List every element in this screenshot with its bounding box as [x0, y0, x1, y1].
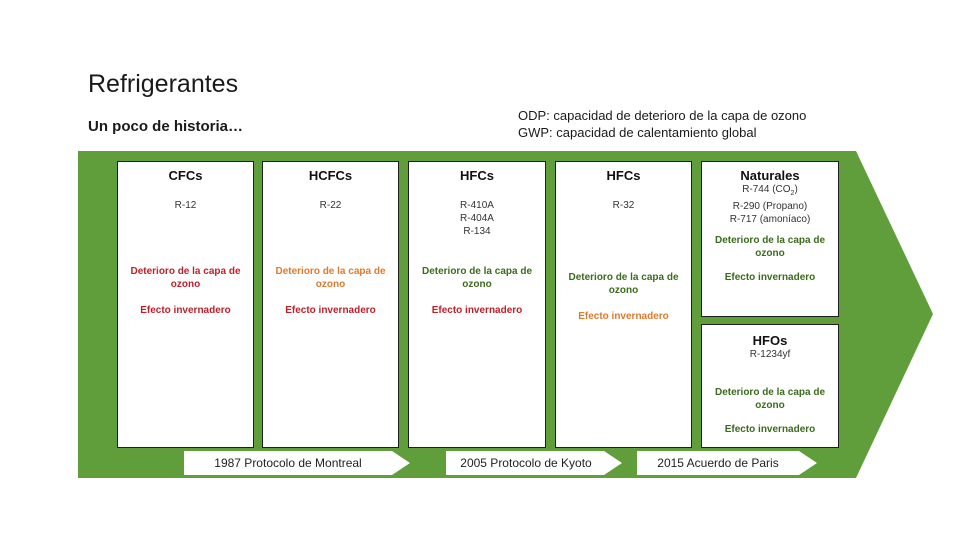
refrigerant-code: R-410A: [460, 200, 494, 211]
timeline-kyoto: [446, 451, 622, 475]
refrigerant-code: R-744 $(CO_2)$: [742, 184, 798, 197]
effect-greenhouse: Efecto invernadero: [140, 305, 231, 316]
refrigerant-codes: [702, 348, 838, 361]
page-subtitle: Un poco de historia…: [88, 118, 244, 135]
effect-ozone: Deterioro de la capa de ozono: [421, 266, 533, 290]
box-title: HCFCs: [308, 168, 353, 183]
refrigerant-codes: [556, 199, 691, 212]
box-hfcs-2: [555, 161, 692, 448]
timeline-montreal: [184, 451, 410, 475]
effect-greenhouse: Efecto invernadero: [724, 424, 816, 435]
box-title: HFOs: [752, 333, 788, 348]
box-title: HFCs: [606, 168, 641, 183]
box-hfos: [701, 324, 839, 448]
effect-greenhouse: Efecto invernadero: [578, 311, 669, 322]
box-title: HFCs: [460, 168, 494, 183]
legend-gwp: GWP: capacidad de calentamiento global: [518, 125, 757, 140]
effect-ozone: Deterioro de la capa de ozono: [568, 272, 679, 296]
box-hcfcs: [262, 161, 399, 448]
refrigerant-codes: [118, 199, 253, 212]
refrigerant-code: R-1234yf: [749, 349, 791, 360]
refrigerant-code: R-290 (Propano): [732, 201, 808, 212]
timeline-paris: [637, 451, 817, 475]
box-hfcs-1: [408, 161, 546, 448]
effect-ozone: Deterioro de la capa de ozono: [714, 387, 826, 411]
timeline-label: 1987 Protocolo de Montreal: [214, 456, 362, 470]
refrigerant-codes: [263, 199, 398, 212]
refrigerant-codes: [409, 199, 545, 238]
box-title: CFCs: [168, 168, 203, 183]
refrigerant-code: R-22: [319, 200, 342, 211]
timeline-label: 2015 Acuerdo de Paris: [657, 456, 779, 470]
effect-ozone: Deterioro de la capa de ozono: [714, 235, 826, 259]
effect-ozone: Deterioro de la capa de ozono: [275, 266, 386, 290]
effect-greenhouse: Efecto invernadero: [285, 305, 376, 316]
box-title: Naturales: [740, 168, 800, 183]
legend-odp: ODP: capacidad de deterioro de la capa de ozono: [518, 108, 807, 123]
box-naturales: [701, 161, 839, 317]
refrigerant-codes: [702, 183, 838, 226]
timeline-label: 2005 Protocolo de Kyoto: [460, 456, 592, 470]
page-title: Refrigerantes: [88, 70, 239, 98]
refrigerant-code: R-134: [463, 226, 491, 237]
effect-greenhouse: Efecto invernadero: [431, 305, 523, 316]
refrigerant-code: R-12: [174, 200, 197, 211]
effect-ozone: Deterioro de la capa de ozono: [130, 266, 241, 290]
box-cfcs: [117, 161, 254, 448]
refrigerant-code: R-404A: [460, 213, 494, 224]
effect-greenhouse: Efecto invernadero: [724, 272, 816, 283]
refrigerant-code: R-717 (amoníaco): [729, 214, 811, 225]
refrigerant-code: R-32: [612, 200, 635, 211]
